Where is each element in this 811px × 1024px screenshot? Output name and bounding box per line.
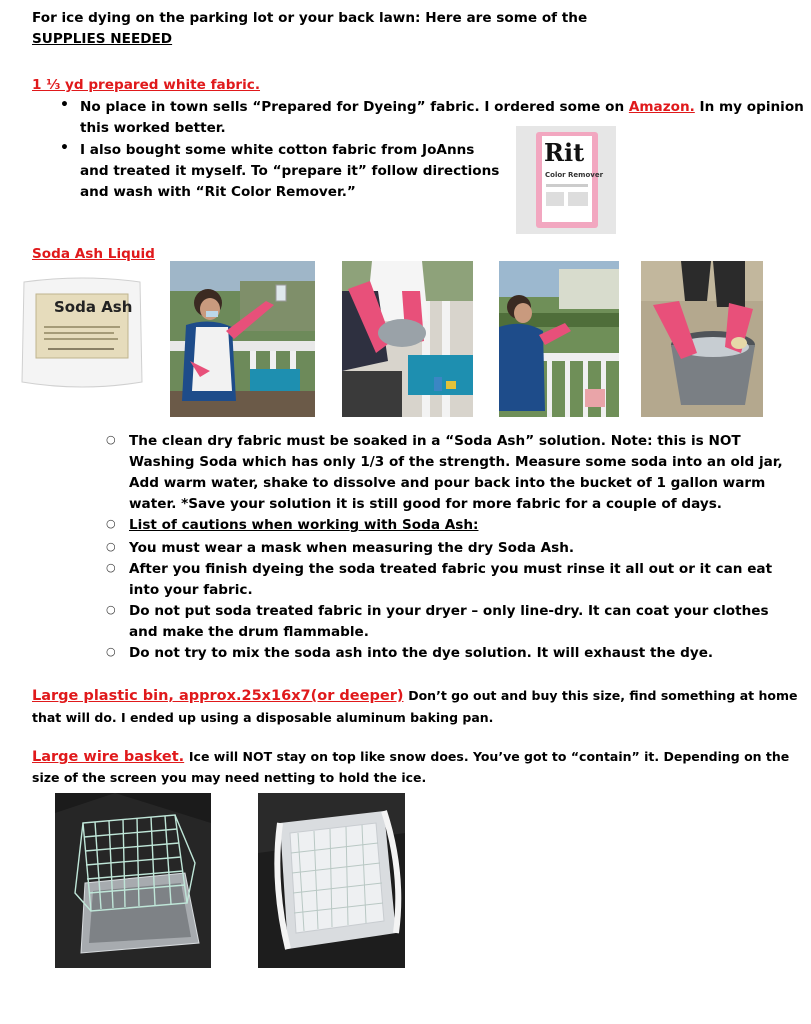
circle-bullet: ○ xyxy=(106,540,116,553)
photo-shaking-jar xyxy=(499,261,619,417)
photo-pouring-solution xyxy=(342,261,473,417)
caution-3-line-2: and make the drum flammable. xyxy=(129,624,369,640)
cautions-title: List of cautions when working with Soda Ash: xyxy=(129,517,479,533)
photo-bucket-with-jar xyxy=(641,261,763,417)
fabric-bullet-2-line-2: and treated it myself. To “prepare it” follow directions xyxy=(80,163,500,179)
amazon-link[interactable]: Amazon. xyxy=(628,99,695,115)
fabric-bullet-1 xyxy=(80,97,804,117)
soda-paragraph-line-3: Add warm water, shake to dissolve and pour back into the bucket of 1 gallon warm xyxy=(129,475,766,491)
caution-4: Do not try to mix the soda ash into the dye solution. It will exhaust the dye. xyxy=(129,645,714,661)
bin-line-2: that will do. I ended up using a disposable aluminum baking pan. xyxy=(32,710,494,725)
basket-line-2: size of the screen you may need netting to hold the ice. xyxy=(32,770,427,785)
supplies-heading: SUPPLIES NEEDED xyxy=(32,31,173,47)
soda-ash-bag-label: Soda Ash xyxy=(54,298,133,316)
basket-text-1: Ice will NOT stay on top like snow does. You’ve got to “contain” it. Depending on the xyxy=(188,749,790,764)
bin-line-1 xyxy=(32,686,797,706)
photo-wire-basket-in-pan xyxy=(55,793,211,968)
caution-2-line-2: into your fabric. xyxy=(129,582,253,598)
rit-label-text: Color Remover xyxy=(545,171,604,179)
bin-text-1: Don’t go out and buy this size, find something at home xyxy=(408,688,798,703)
caution-2-line-1: After you finish dyeing the soda treated fabric you must rinse it all out or it can eat xyxy=(129,561,773,577)
circle-bullet: ○ xyxy=(106,433,116,446)
fabric-bullet-2-line-3: and wash with “Rit Color Remover.” xyxy=(80,184,356,200)
soda-paragraph-line-4: water. *Save your solution it is still good for more fabric for a couple of days. xyxy=(129,496,722,512)
bullet-dot: • xyxy=(60,140,69,156)
soda-ash-heading: Soda Ash Liquid xyxy=(32,246,155,262)
bullet-dot: • xyxy=(60,97,69,113)
photo-measuring-soda-ash xyxy=(170,261,315,417)
rit-color-remover-photo xyxy=(516,126,616,234)
fabric-bullet-1-tail: In my opinion xyxy=(699,99,804,115)
soda-paragraph-line-2: Washing Soda which has only 1/3 of the strength. Measure some soda into an old jar, xyxy=(129,454,783,470)
intro-line-1: For ice dying on the parking lot or your back lawn: Here are some of the xyxy=(32,10,588,26)
basket-heading: Large wire basket. xyxy=(32,749,185,765)
soda-ash-bag-photo xyxy=(18,274,146,392)
soda-paragraph-line-1: The clean dry fabric must be soaked in a “Soda Ash” solution. Note: this is NOT xyxy=(129,433,741,449)
caution-1: You must wear a mask when measuring the dry Soda Ash. xyxy=(129,540,575,556)
circle-bullet: ○ xyxy=(106,561,116,574)
fabric-bullet-1-text: No place in town sells “Prepared for Dyeing” fabric. I ordered some on xyxy=(80,99,625,115)
rit-brand-text: Rit xyxy=(544,138,585,167)
fabric-bullet-2-line-1: I also bought some white cotton fabric from JoAnns xyxy=(80,142,475,158)
fabric-heading: 1 ⅓ yd prepared white fabric. xyxy=(32,77,261,93)
basket-line-1 xyxy=(32,747,789,767)
photo-basket-with-netting xyxy=(258,793,405,968)
caution-3-line-1: Do not put soda treated fabric in your dryer – only line-dry. It can coat your clothes xyxy=(129,603,769,619)
circle-bullet: ○ xyxy=(106,517,116,530)
circle-bullet: ○ xyxy=(106,603,116,616)
bin-heading: Large plastic bin, approx.25x16x7(or deeper) xyxy=(32,688,404,704)
fabric-bullet-1-line-2: this worked better. xyxy=(80,120,226,136)
circle-bullet: ○ xyxy=(106,645,116,658)
